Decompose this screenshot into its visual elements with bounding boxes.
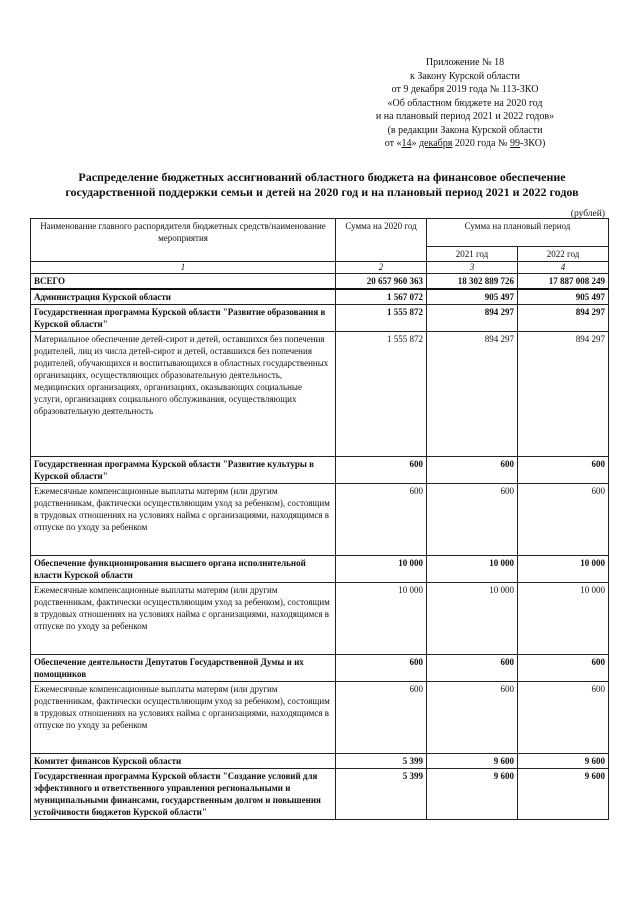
header-planned-period: Сумма на плановый период <box>427 219 609 247</box>
table-row <box>31 655 609 682</box>
row-name: Ежемесячные компенсационные выплаты матерям (или другим родственникам, фактически осуществляющим уход за ребенком), состоящим в трудовых отношениях на условиях найма с организациями, находящимся в отпуске по уходу за ребенком <box>31 484 336 556</box>
units-label: (рублей) <box>570 209 605 219</box>
row-value-2021: 9 600 <box>427 769 518 820</box>
row-value-2020: 1 555 872 <box>336 332 427 457</box>
row-name: Ежемесячные компенсационные выплаты матерям (или другим родственникам, фактически осуществляющим уход за ребенком), состоящим в трудовых отношениях на условиях найма с организациями, находящимся в отпуске по уходу за ребенком <box>31 583 336 655</box>
row-value-2020: 20 657 960 363 <box>336 274 427 290</box>
title-line: Распределение бюджетных ассигнований областного бюджета на финансовое обеспечение <box>78 170 566 184</box>
row-value-2022: 10 000 <box>518 556 609 583</box>
row-name: Материальное обеспечение детей-сирот и детей, оставшихся без попечения родителей, лиц из числа детей-сирот и детей, оставшихся без попечения родителей, обучающихся и воспитывающихся в областных государственных организациях, осуществляющих образовательную деятельность, медицинских организациях, организациях, оказывающих социальные услуги, организациях социального обслуживания, осуществляющих образовательную деятельность <box>31 332 336 457</box>
row-value-2020: 1 567 072 <box>336 289 427 305</box>
row-value-2020: 600 <box>336 457 427 484</box>
appendix-month: декабря <box>418 138 453 149</box>
column-index: 4 <box>518 262 609 274</box>
row-value-2021: 894 297 <box>427 332 518 457</box>
table-row <box>31 289 609 305</box>
row-value-2020: 5 399 <box>336 769 427 820</box>
row-value-2022: 894 297 <box>518 332 609 457</box>
table-row <box>31 332 609 457</box>
row-value-2021: 600 <box>427 484 518 556</box>
header-2022: 2022 год <box>518 247 609 262</box>
row-name: Государственная программа Курской области "Развитие культуры в Курской области" <box>31 457 336 484</box>
title-line: государственной поддержки семьи и детей на 2020 год и на плановый период 2021 и 2022 годов <box>65 185 579 199</box>
appendix-block <box>300 56 630 151</box>
row-name: Комитет финансов Курской области <box>31 754 336 769</box>
row-name: ВСЕГО <box>31 274 336 290</box>
row-value-2020: 5 399 <box>336 754 427 769</box>
appendix-line <box>300 137 630 151</box>
column-index-row <box>31 262 609 274</box>
appendix-text: -ЗКО) <box>519 138 546 149</box>
column-index: 3 <box>427 262 518 274</box>
table-row <box>31 457 609 484</box>
table-row <box>31 484 609 556</box>
header-2021: 2021 год <box>427 247 518 262</box>
row-value-2022: 600 <box>518 682 609 754</box>
appendix-text: 2020 года № <box>452 138 510 149</box>
row-name: Ежемесячные компенсационные выплаты матерям (или другим родственникам, фактически осуществляющим уход за ребенком), состоящим в трудовых отношениях на условиях найма с организациями, находящимся в отпуске по уходу за ребенком <box>31 682 336 754</box>
appendix-day: 14 <box>401 138 412 149</box>
table-row <box>31 754 609 769</box>
table-header-row <box>31 219 609 247</box>
table-row <box>31 682 609 754</box>
row-value-2021: 905 497 <box>427 289 518 305</box>
document-title <box>22 170 622 200</box>
row-value-2020: 600 <box>336 484 427 556</box>
appendix-line: от 9 декабря 2019 года № 113-ЗКО <box>391 84 539 95</box>
appendix-text: » <box>411 138 419 149</box>
appendix-line: Приложение № 18 <box>425 57 505 68</box>
header-name: Наименование главного распорядителя бюджетных средств/наименование мероприятия <box>31 219 336 262</box>
row-name: Обеспечение функционирования высшего органа исполнительной власти Курской области <box>31 556 336 583</box>
row-value-2022: 9 600 <box>518 754 609 769</box>
row-value-2022: 600 <box>518 655 609 682</box>
row-value-2022: 600 <box>518 484 609 556</box>
row-value-2021: 9 600 <box>427 754 518 769</box>
table-row <box>31 305 609 332</box>
row-value-2022: 9 600 <box>518 769 609 820</box>
appendix-law-number: 99 <box>509 138 520 149</box>
table-row <box>31 769 609 820</box>
table-row <box>31 274 609 290</box>
row-value-2022: 905 497 <box>518 289 609 305</box>
table-row <box>31 583 609 655</box>
budget-table <box>30 218 609 820</box>
appendix-line: «Об областном бюджете на 2020 год <box>387 97 543 109</box>
column-index: 1 <box>31 262 336 274</box>
row-value-2022: 10 000 <box>518 583 609 655</box>
row-value-2020: 600 <box>336 682 427 754</box>
row-value-2021: 10 000 <box>427 556 518 583</box>
row-value-2021: 10 000 <box>427 583 518 655</box>
row-value-2021: 600 <box>427 457 518 484</box>
appendix-line: к Закону Курской области <box>410 70 520 82</box>
row-name: Государственная программа Курской области "Создание условий для эффективного и ответственного управления региональными и муниципальными финансами, государственным долгом и повышения устойчивости бюджетов Курской области" <box>31 769 336 820</box>
row-name: Администрация Курской области <box>31 289 336 305</box>
appendix-line: (в редакции Закона Курской области <box>387 124 543 136</box>
row-value-2020: 10 000 <box>336 556 427 583</box>
table-row <box>31 556 609 583</box>
appendix-line: и на плановый период 2021 и 2022 годов» <box>375 111 555 122</box>
row-value-2021: 18 302 889 726 <box>427 274 518 290</box>
row-value-2021: 894 297 <box>427 305 518 332</box>
appendix-text: от « <box>384 138 402 149</box>
row-value-2022: 894 297 <box>518 305 609 332</box>
row-name: Обеспечение деятельности Депутатов Государственной Думы и их помощников <box>31 655 336 682</box>
row-value-2021: 600 <box>427 682 518 754</box>
row-name: Государственная программа Курской области "Развитие образования в Курской области" <box>31 305 336 332</box>
row-value-2020: 10 000 <box>336 583 427 655</box>
row-value-2022: 17 887 008 249 <box>518 274 609 290</box>
column-index: 2 <box>336 262 427 274</box>
row-value-2020: 600 <box>336 655 427 682</box>
header-sum-2020: Сумма на 2020 год <box>336 219 427 262</box>
row-value-2022: 600 <box>518 457 609 484</box>
row-value-2021: 600 <box>427 655 518 682</box>
row-value-2020: 1 555 872 <box>336 305 427 332</box>
